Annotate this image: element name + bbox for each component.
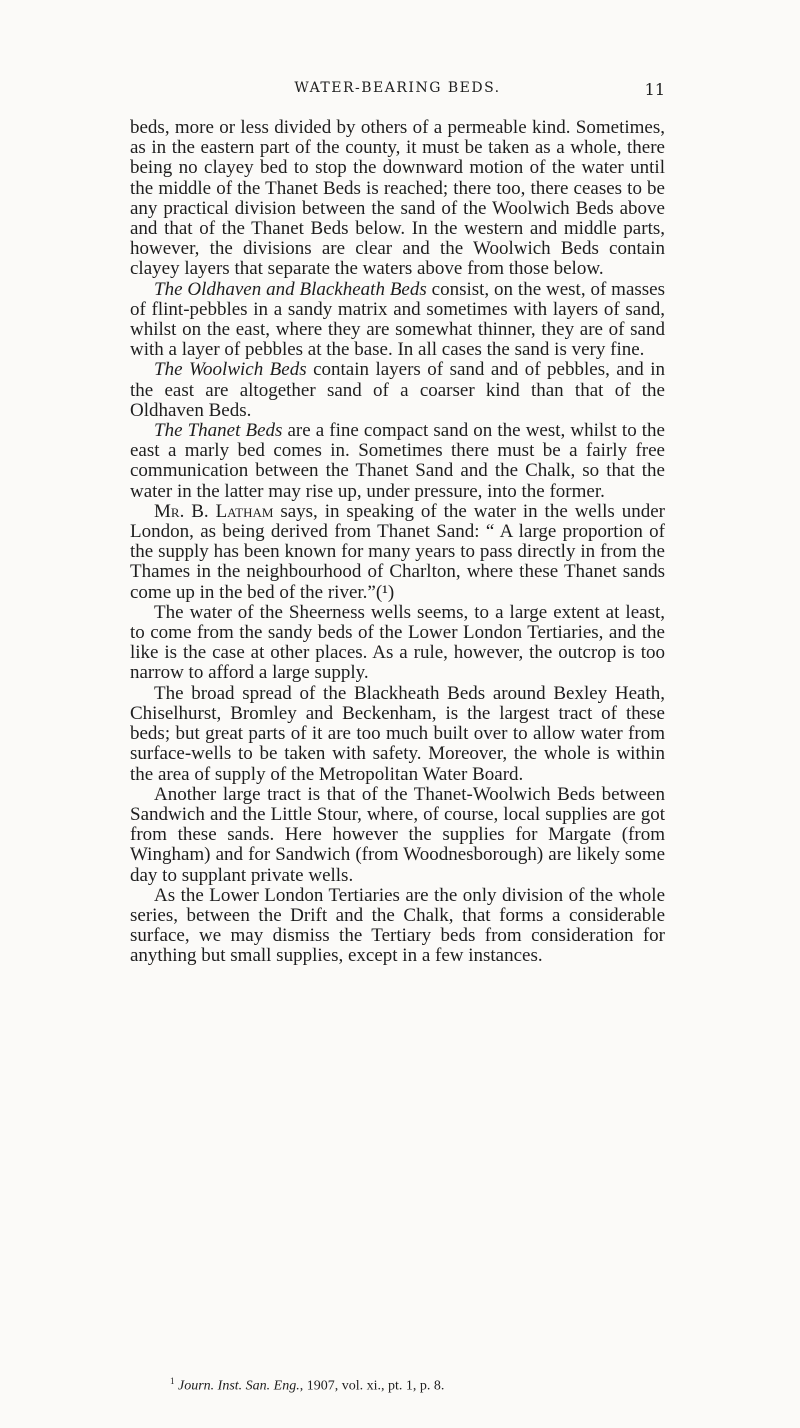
paragraph-thanet-woolwich xyxy=(130,785,665,886)
paragraph-text: contain layers of sand and of pebbles, and in the east are altogether sand of a coarser kind than that of the Oldhaven Beds. xyxy=(130,359,665,421)
paragraph-title: The Woolwich Beds xyxy=(154,359,307,381)
author-name: Mr. B. Latham xyxy=(154,500,274,522)
paragraph-text: The broad spread of the Blackheath Beds around Bexley Heath, Chiselhurst, Bromley and Beckenham, is the largest tract of these beds; but great parts of it are too much built over to allow water from surface-wells to be taken with safety. Moreover, the whole is within the area of supply of the Metropolitan Water Board. xyxy=(130,682,665,785)
paragraph-oldhaven-blackheath xyxy=(130,280,665,361)
paragraph-text: says, in speaking of the water in the wells under London, as being derived from Thanet Sand: “ A large proportion of the supply has been known for many years to pass directly in from the Thames in the neighbourhood of Charlton, where these Thanet sands come up in the bed of the river.”(¹) xyxy=(130,500,665,603)
paragraph-blackheath-spread xyxy=(130,684,665,785)
paragraph-text: are a fine compact sand on the west, whilst to the east a marly bed comes in. Sometimes there must be a fairly free communication between the Thanet Sand and the Chalk, so that the water in the latter may rise up, under pressure, into the former. xyxy=(130,420,665,502)
page-header xyxy=(130,80,665,102)
paragraph-conclusion xyxy=(130,886,665,967)
footnote xyxy=(130,1376,665,1395)
paragraph-title: The Oldhaven and Blackheath Beds xyxy=(154,278,427,300)
paragraph-sheerness xyxy=(130,603,665,684)
page-number: 11 xyxy=(644,80,665,99)
paragraph-text: The water of the Sheerness wells seems, to a large extent at least, to come from the sandy beds of the Lower London Tertiaries, and the like is the case at other places. As a rule, however, the outcrop is too narrow to afford a large supply. xyxy=(130,601,665,684)
footnote-text: , 1907, vol. xi., pt. 1, p. 8. xyxy=(299,1378,445,1394)
body-text xyxy=(130,118,665,967)
paragraph-text: Another large tract is that of the Thanet-Woolwich Beds between Sandwich and the Little Stour, where, of course, local supplies are got from these sands. Here however the supplies for Margate (from Wingham) and for Sandwich (from Woodnesborough) are likely some day to supplant private wells. xyxy=(130,783,665,886)
running-head: WATER-BEARING BEDS. xyxy=(294,80,501,96)
paragraph-thanet xyxy=(130,421,665,502)
paragraph-woolwich xyxy=(130,360,665,421)
footnote-journal: Journ. Inst. San. Eng. xyxy=(178,1378,300,1394)
footnote-marker: 1 xyxy=(170,1376,175,1386)
paragraph-text: consist, on the west, of masses of flint-pebbles in a sandy matrix and sometimes with layers of sand, whilst on the east, where they are somewhat thinner, they are of sand with a layer of pebbles at the base. In all cases the sand is very fine. xyxy=(130,278,665,361)
paragraph-continued xyxy=(130,118,665,280)
paragraph-title: The Thanet Beds xyxy=(154,420,283,442)
paragraph-text: As the Lower London Tertiaries are the only division of the whole series, between the Drift and the Chalk, that forms a considerable surface, we may dismiss the Tertiary beds from consideration for anything but small supplies, except in a few instances. xyxy=(130,884,665,967)
paragraph-latham xyxy=(130,502,665,603)
paragraph-text: beds, more or less divided by others of a permeable kind. Sometimes, as in the eastern part of the county, it must be taken as a whole, there being no clayey bed to stop the downward motion of the water until the middle of the Thanet Beds is reached; there too, there ceases to be any practical division between the sand of the Woolwich Beds above and that of the Thanet Beds below. In the western and middle parts, however, the divisions are clear and the Woolwich Beds contain clayey layers that separate the waters above from those below. xyxy=(130,117,665,280)
